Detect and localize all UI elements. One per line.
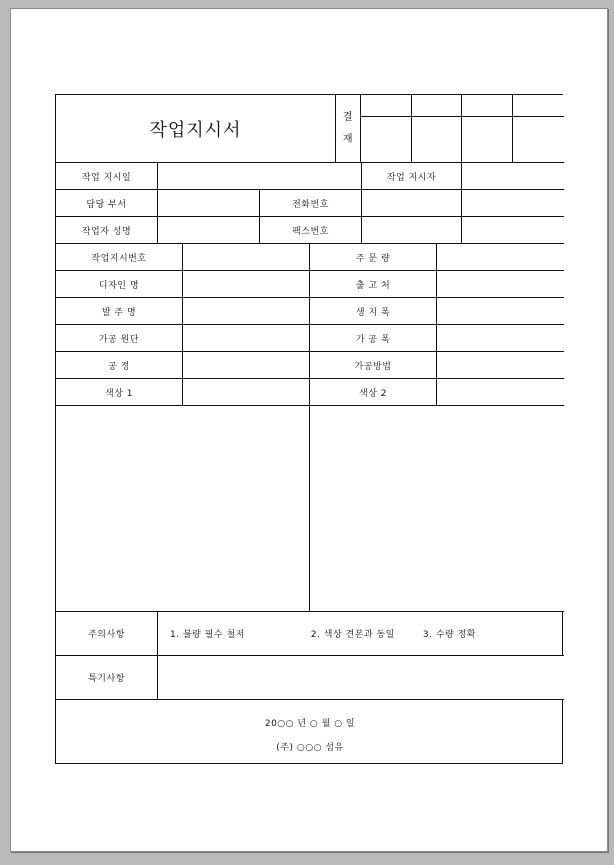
label-fax: 팩스번호 <box>260 217 362 244</box>
document-page <box>10 8 608 852</box>
label-work-order-date: 작업 지시일 <box>56 163 158 190</box>
field-design-name[interactable] <box>183 271 310 298</box>
field-processing-fabric[interactable] <box>183 325 310 352</box>
label-work-order-issuer: 작업 지시자 <box>362 163 462 190</box>
field-special-notes[interactable] <box>158 656 564 700</box>
label-work-order-number: 작업지시번호 <box>56 244 183 271</box>
approval-header-2[interactable] <box>412 95 462 117</box>
footer-date: 20○○ 년 ○ 월 ○ 일 <box>264 719 356 729</box>
field-work-order-date[interactable] <box>158 163 362 190</box>
label-shipping-destination: 출 고 처 <box>310 271 437 298</box>
field-department[interactable] <box>158 190 260 217</box>
field-caution <box>158 612 564 656</box>
field-color-1[interactable] <box>183 379 310 406</box>
approval-label-1: 결 <box>342 111 354 123</box>
field-work-order-issuer[interactable] <box>462 163 564 190</box>
label-color-2: 색상 2 <box>310 379 437 406</box>
field-fax-extra[interactable] <box>462 217 564 244</box>
field-color-2[interactable] <box>437 379 564 406</box>
footer-company: (주) ○○○ 섬유 <box>276 743 344 753</box>
label-order-quantity: 주 문 량 <box>310 244 437 271</box>
form-title: 작업지시서 <box>56 95 336 163</box>
label-worker-name: 작업자 성명 <box>56 217 158 244</box>
label-greige-width: 생 지 폭 <box>310 298 437 325</box>
label-caution: 주의사항 <box>56 612 158 656</box>
detail-grid <box>56 244 564 406</box>
field-processing-width[interactable] <box>437 325 564 352</box>
caution-item-2: 2. 색상 견본과 동일 <box>310 630 395 640</box>
approval-header-3[interactable] <box>462 95 513 117</box>
field-order-name[interactable] <box>183 298 310 325</box>
caution-item-3: 3. 수량 정확 <box>422 630 476 640</box>
signature-footer <box>56 700 564 765</box>
label-special-notes: 특기사항 <box>56 656 158 700</box>
field-work-order-number[interactable] <box>183 244 310 271</box>
approval-header-4[interactable] <box>513 95 564 117</box>
field-process[interactable] <box>183 352 310 379</box>
approval-label <box>336 95 361 163</box>
label-processing-width: 가 공 폭 <box>310 325 437 352</box>
approval-sign-3[interactable] <box>462 117 513 163</box>
field-phone-extra[interactable] <box>462 190 564 217</box>
approval-sign-2[interactable] <box>412 117 462 163</box>
approval-header-1[interactable] <box>361 95 412 117</box>
label-process: 공 정 <box>56 352 183 379</box>
field-phone[interactable] <box>362 190 462 217</box>
sample-area-right[interactable] <box>310 406 564 612</box>
label-phone: 전화번호 <box>260 190 362 217</box>
label-order-name: 발 주 명 <box>56 298 183 325</box>
approval-label-2: 재 <box>342 133 354 145</box>
field-order-quantity[interactable] <box>437 244 564 271</box>
field-fax[interactable] <box>362 217 462 244</box>
label-department: 담당 부서 <box>56 190 158 217</box>
approval-sign-1[interactable] <box>361 117 412 163</box>
label-processing-fabric: 가공 원단 <box>56 325 183 352</box>
field-processing-method[interactable] <box>437 352 564 379</box>
caution-item-1: 1. 불량 필수 철저 <box>170 630 245 640</box>
approval-sign-4[interactable] <box>513 117 564 163</box>
label-design-name: 디자인 명 <box>56 271 183 298</box>
field-worker-name[interactable] <box>158 217 260 244</box>
label-color-1: 색상 1 <box>56 379 183 406</box>
field-greige-width[interactable] <box>437 298 564 325</box>
label-processing-method: 가공방법 <box>310 352 437 379</box>
sample-area-left[interactable] <box>56 406 310 612</box>
work-order-form <box>55 94 563 764</box>
field-shipping-destination[interactable] <box>437 271 564 298</box>
